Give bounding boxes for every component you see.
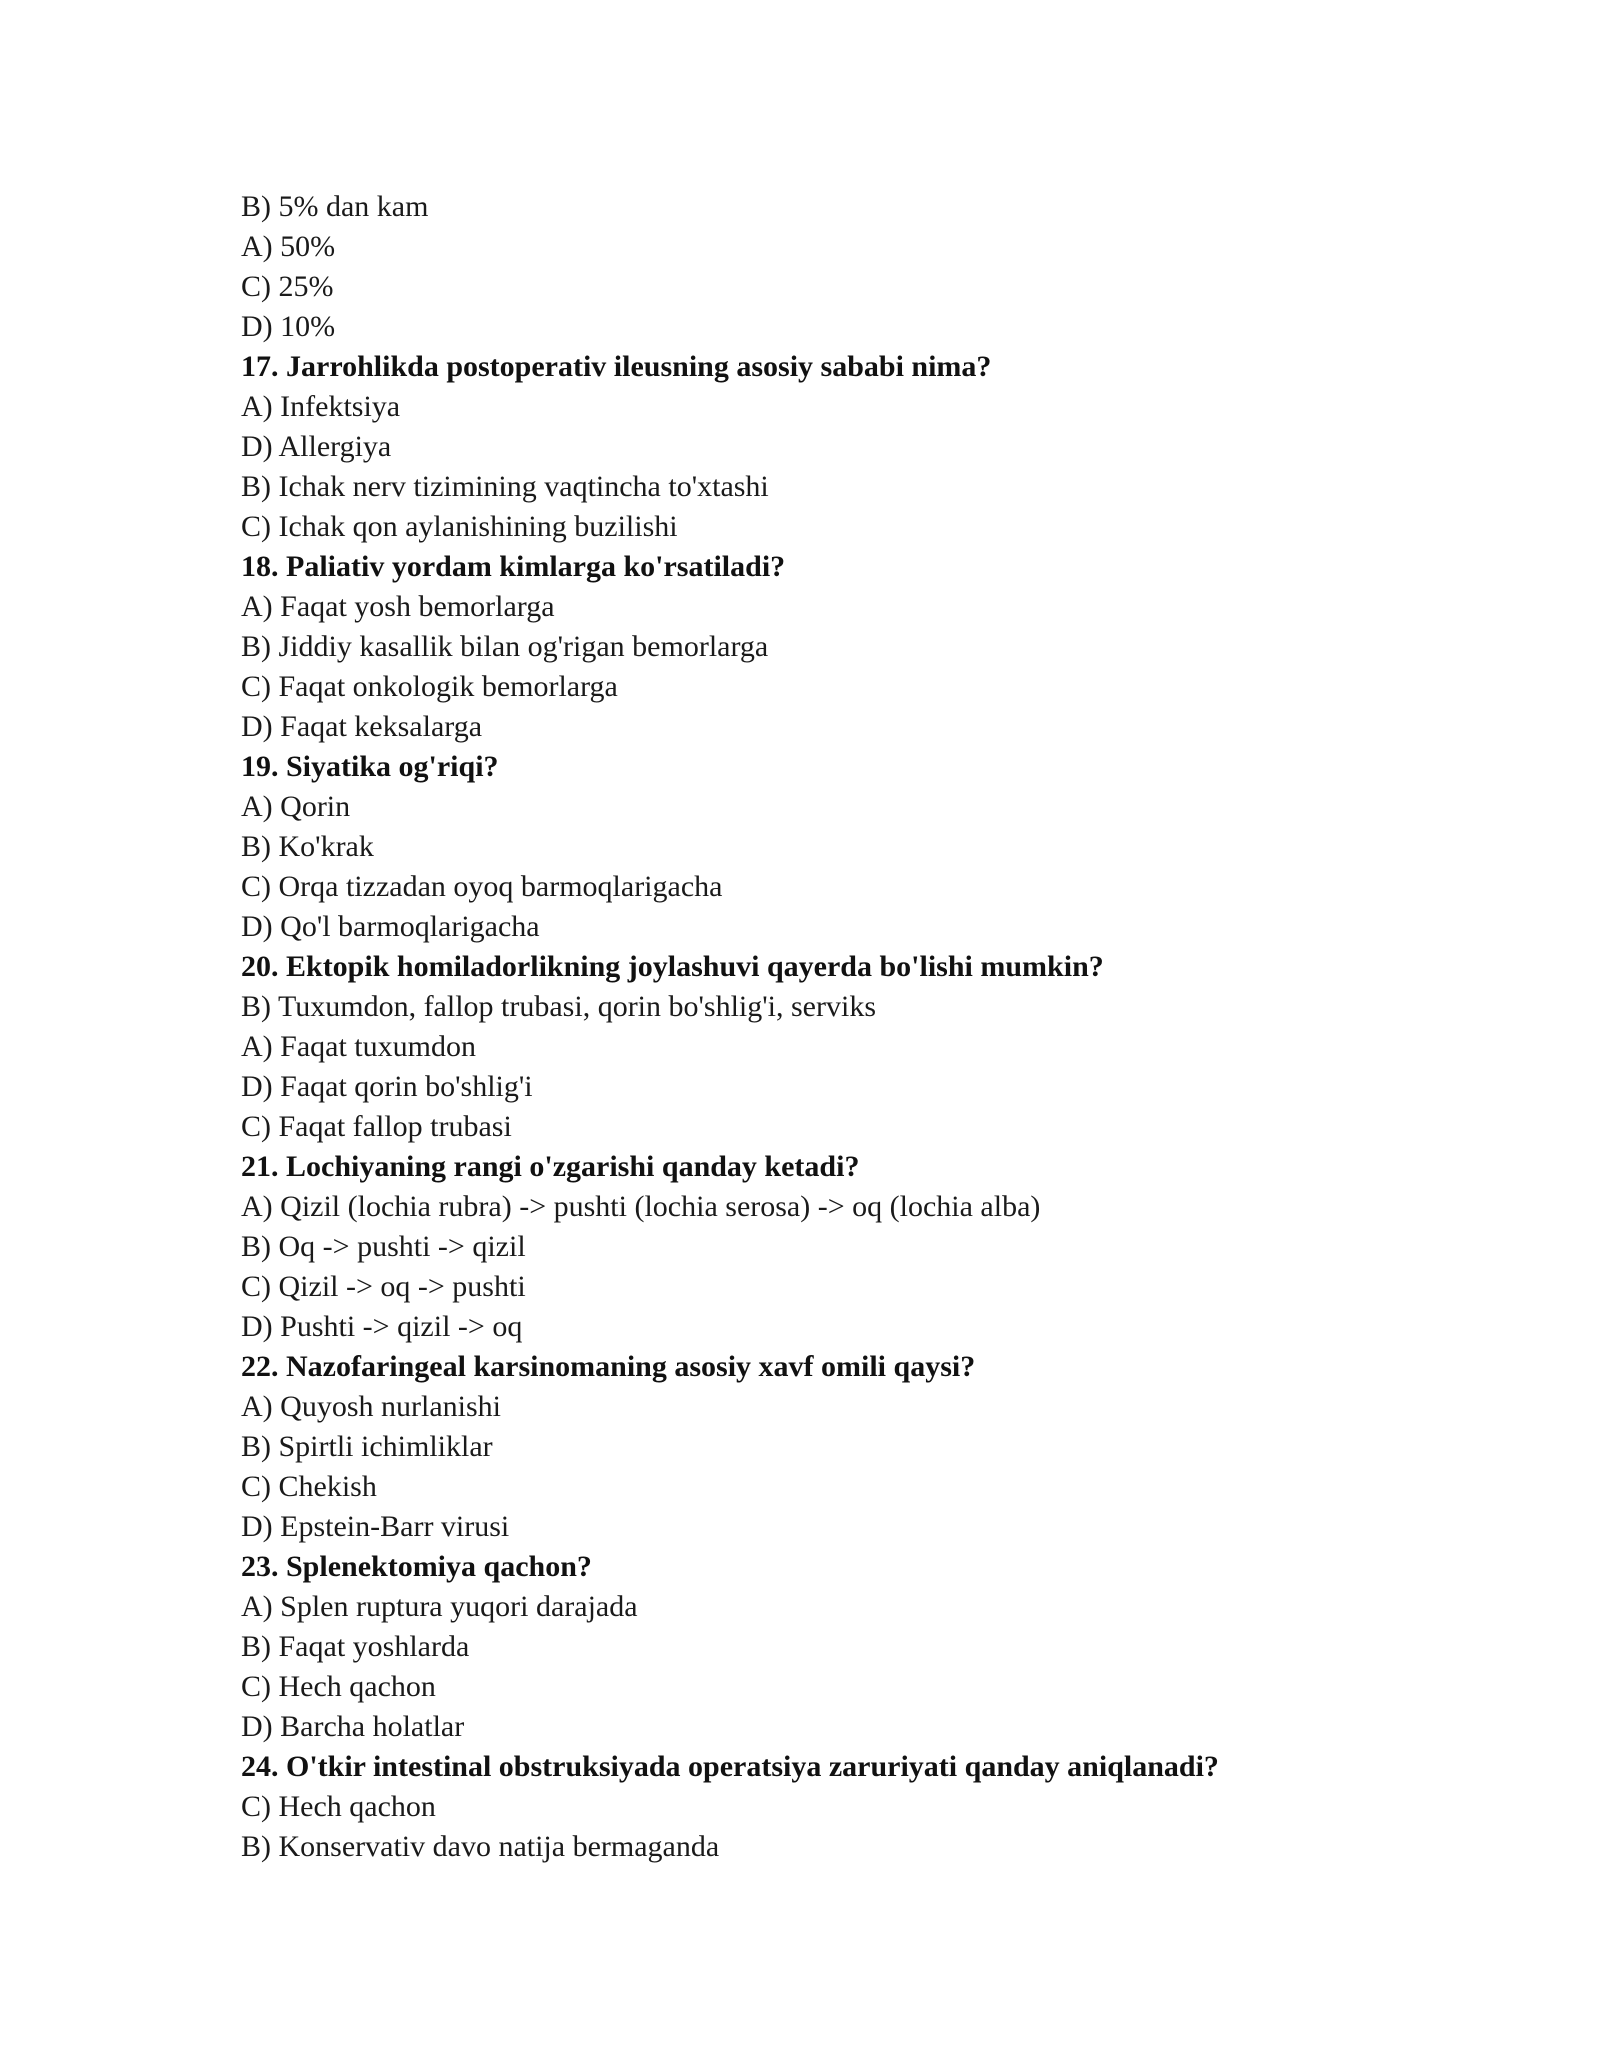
answer-option: A) Splen ruptura yuqori darajada <box>241 1590 638 1623</box>
answer-option: C) Hech qachon <box>241 1790 436 1823</box>
answer-option: C) Qizil -> oq -> pushti <box>241 1270 526 1303</box>
answer-option: B) Ko'krak <box>241 830 374 863</box>
answer-option: B) Ichak nerv tizimining vaqtincha to'xtashi <box>241 470 769 503</box>
answer-option: C) Orqa tizzadan oyoq barmoqlarigacha <box>241 870 723 903</box>
answer-option: C) Ichak qon aylanishining buzilishi <box>241 510 678 543</box>
answer-option: B) Faqat yoshlarda <box>241 1630 470 1663</box>
answer-option: B) Oq -> pushti -> qizil <box>241 1230 526 1263</box>
answer-option: D) Faqat qorin bo'shlig'i <box>241 1070 533 1103</box>
answer-option: A) Quyosh nurlanishi <box>241 1390 501 1423</box>
answer-option: B) Spirtli ichimliklar <box>241 1430 493 1463</box>
answer-option: A) Qizil (lochia rubra) -> pushti (lochia serosa) -> oq (lochia alba) <box>241 1190 1041 1223</box>
answer-option: C) Faqat fallop trubasi <box>241 1110 512 1143</box>
question-heading: 22. Nazofaringeal karsinomaning asosiy xavf omili qaysi? <box>241 1350 976 1383</box>
answer-option: D) Allergiya <box>241 430 392 463</box>
answer-option: B) Konservativ davo natija bermaganda <box>241 1830 720 1863</box>
answer-option: D) Barcha holatlar <box>241 1710 465 1743</box>
answer-option: A) Qorin <box>241 790 351 823</box>
document-body <box>241 187 1441 1867</box>
answer-option: D) Faqat keksalarga <box>241 710 483 743</box>
question-heading: 23. Splenektomiya qachon? <box>241 1550 592 1583</box>
answer-option: C) 25% <box>241 270 334 303</box>
answer-option: B) 5% dan kam <box>241 190 429 223</box>
answer-option: D) 10% <box>241 310 336 343</box>
answer-option: B) Jiddiy kasallik bilan og'rigan bemorlarga <box>241 630 769 663</box>
question-heading: 21. Lochiyaning rangi o'zgarishi qanday ketadi? <box>241 1150 860 1183</box>
answer-option: D) Epstein-Barr virusi <box>241 1510 510 1543</box>
answer-option: D) Pushti -> qizil -> oq <box>241 1310 523 1343</box>
answer-option: C) Chekish <box>241 1470 377 1503</box>
answer-option: B) Tuxumdon, fallop trubasi, qorin bo'shlig'i, serviks <box>241 990 876 1023</box>
answer-option: D) Qo'l barmoqlarigacha <box>241 910 540 943</box>
question-heading: 24. O'tkir intestinal obstruksiyada operatsiya zaruriyati qanday aniqlanadi? <box>241 1750 1219 1783</box>
answer-option: A) 50% <box>241 230 336 263</box>
question-heading: 20. Ektopik homiladorlikning joylashuvi qayerda bo'lishi mumkin? <box>241 950 1104 983</box>
answer-option: A) Infektsiya <box>241 390 401 423</box>
answer-option: C) Faqat onkologik bemorlarga <box>241 670 618 703</box>
answer-option: C) Hech qachon <box>241 1670 436 1703</box>
answer-option: A) Faqat tuxumdon <box>241 1030 476 1063</box>
question-heading: 17. Jarrohlikda postoperativ ileusning asosiy sababi nima? <box>241 350 992 383</box>
question-heading: 19. Siyatika og'riqi? <box>241 750 499 783</box>
question-heading: 18. Paliativ yordam kimlarga ko'rsatiladi? <box>241 550 786 583</box>
answer-option: A) Faqat yosh bemorlarga <box>241 590 555 623</box>
